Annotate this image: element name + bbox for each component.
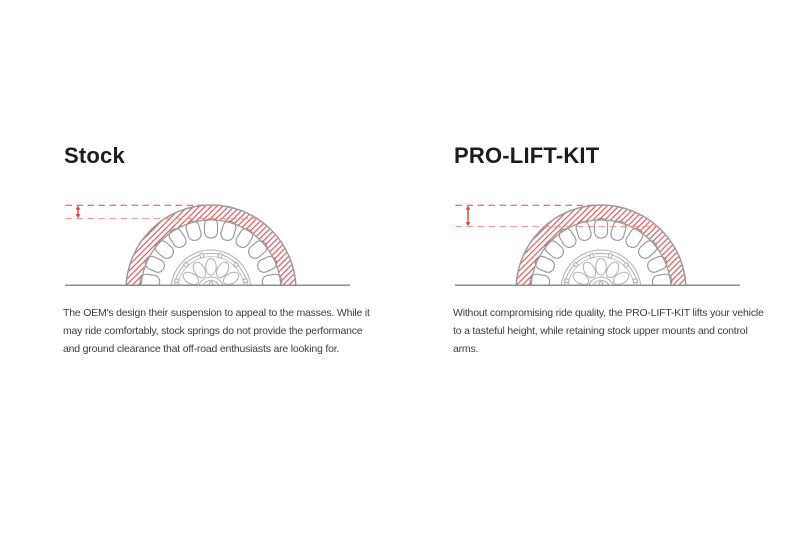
lift-height-arrow-icon xyxy=(76,206,81,219)
wheel-rim xyxy=(561,250,641,295)
wheel-clearance-illustration xyxy=(453,195,785,295)
description-line: to a tasteful height, while retaining stock upper mounts and control xyxy=(453,325,748,337)
description-line: and ground clearance that off-road enthusiasts are looking for. xyxy=(63,343,340,355)
wheel-rim xyxy=(171,250,251,295)
panel-title-pro-lift-kit: PRO-LIFT-KIT xyxy=(454,143,600,168)
panel-pro-lift-kit xyxy=(453,143,785,358)
description-line: arms. xyxy=(453,343,479,355)
panel-stock xyxy=(63,143,395,358)
panel-description-pro-lift-kit xyxy=(453,304,785,358)
panel-title-stock: Stock xyxy=(64,143,125,168)
wheel-diagram-stock xyxy=(63,195,395,295)
panel-description-stock xyxy=(63,304,395,358)
lift-height-arrow-icon xyxy=(466,206,471,227)
wheel-clearance-illustration xyxy=(63,195,395,295)
description-line: The OEM's design their suspension to appeal to the masses. While it xyxy=(63,307,370,319)
tire-illustration xyxy=(516,205,686,295)
description-line: may ride comfortably, stock springs do not provide the performance xyxy=(63,325,363,337)
wheel-diagram-pro-lift-kit xyxy=(453,195,785,295)
description-line: Without compromising ride quality, the PRO-LIFT-KIT lifts your vehicle xyxy=(453,307,764,319)
